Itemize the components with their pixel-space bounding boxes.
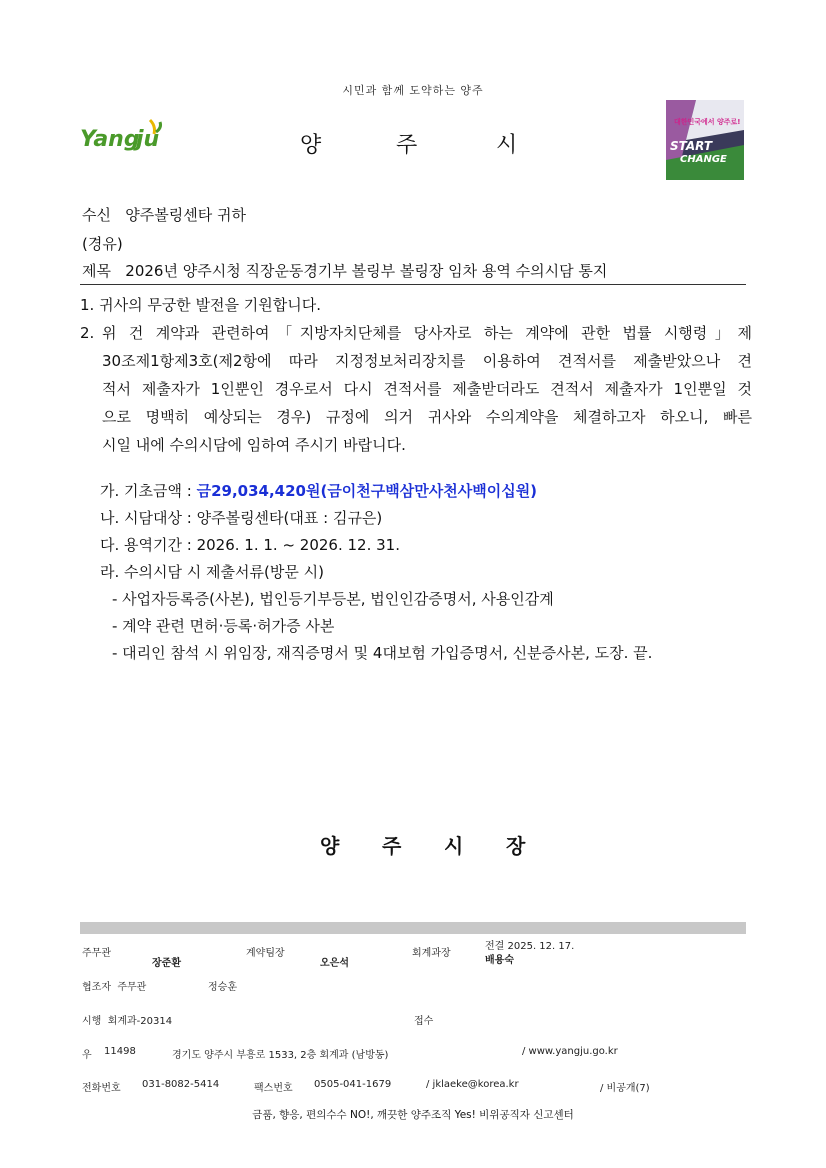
item-value: 금29,034,420원(금이천구백삼만사천사백이십원) xyxy=(196,482,538,500)
bottom-slogan: 금품, 향응, 편의수수 NO!, 깨끗한 양주조직 Yes! 비위공직자 신고센터 xyxy=(252,1109,574,1121)
org-title-char: 시 xyxy=(496,133,518,158)
paragraph-number: 2. xyxy=(80,324,95,342)
footer-name: 오은석 xyxy=(320,958,349,969)
footer-role: 계약팀장 xyxy=(246,948,285,959)
disclosure: / 비공개(7) xyxy=(600,1083,650,1094)
badge-text: 대한민국에서 양주로! xyxy=(674,118,741,126)
paragraph-line: 시일 내에 수의시담에 임하여 주시기 바랍니다. xyxy=(102,436,406,454)
postal-label: 우 xyxy=(82,1050,92,1061)
badge-text: CHANGE xyxy=(680,154,727,165)
start-change-badge xyxy=(666,100,744,180)
footer-gray-bar xyxy=(80,922,746,934)
recipient-label: 수신 xyxy=(82,206,111,224)
receipt-label: 접수 xyxy=(414,1016,434,1027)
item-label: 라. 수의시담 시 제출서류(방문 시) xyxy=(100,563,324,581)
list-item xyxy=(100,532,652,559)
item-list xyxy=(100,478,652,667)
item-label: 다. 용역기간 : xyxy=(100,536,192,554)
tel-label: 전화번호 xyxy=(82,1083,121,1094)
signature-char: 양 xyxy=(320,834,340,858)
subject-line xyxy=(82,260,607,281)
yangju-logo xyxy=(80,116,172,156)
paragraph-line: 30조제1항제3호(제2항에 따라 지정정보처리장치를 이용하여 견적서를 제출받았으나 견 xyxy=(102,352,752,370)
tel-value: 031-8082-5414 xyxy=(142,1079,220,1090)
coop-line xyxy=(82,978,146,993)
exec-value: 회계과-20314 xyxy=(107,1016,173,1027)
org-title-char: 양 xyxy=(300,133,322,158)
subject-divider xyxy=(80,284,746,285)
paragraph-1 xyxy=(80,291,321,319)
paragraph-line: 적서 제출자가 1인뿐인 경우로서 다시 견적서를 제출받더라도 견적서 제출자가 1인뿐일 것 xyxy=(102,380,752,398)
subject-label: 제목 xyxy=(82,262,111,280)
item-value: 양주볼링센타(대표 : 김규은) xyxy=(196,509,383,527)
slogan: 시민과 함께 도약하는 양주 xyxy=(342,84,484,97)
footer-decision: 전결 2025. 12. 17. xyxy=(485,941,575,952)
signature-char: 시 xyxy=(444,834,464,858)
exec-line xyxy=(82,1012,172,1027)
paragraph-number: 1. xyxy=(80,296,95,314)
address: 경기도 양주시 부흥로 1533, 2층 회계과 (남방동) xyxy=(172,1050,389,1061)
sub-item: - 계약 관련 면허·등록·허가증 사본 xyxy=(112,617,335,635)
item-label: 나. 시담대상 : xyxy=(100,509,192,527)
footer-role: 주무관 xyxy=(82,948,111,959)
postal-code: 11498 xyxy=(104,1046,136,1057)
website-link[interactable]: / www.yangju.go.kr xyxy=(522,1046,618,1057)
paragraph-line: 위 건 계약과 관련하여「지방자치단체를 당사자로 하는 계약에 관한 법률 시행령」제 xyxy=(102,324,752,342)
footer-name: 장준환 xyxy=(152,958,181,969)
recipient-line xyxy=(82,204,246,225)
paragraph-2 xyxy=(80,319,752,459)
svg-text:ju: ju xyxy=(136,127,160,152)
exec-label: 시행 xyxy=(82,1016,102,1027)
item-value: 2026. 1. 1. ~ 2026. 12. 31. xyxy=(196,536,400,554)
org-title-char: 주 xyxy=(396,133,418,158)
coop-role: 주무관 xyxy=(117,982,147,993)
list-item xyxy=(100,505,652,532)
list-item xyxy=(100,478,652,505)
list-item xyxy=(100,559,652,586)
signature-char: 주 xyxy=(382,834,402,858)
email-link[interactable]: / jklaeke@korea.kr xyxy=(426,1079,519,1090)
svg-text:Yang: Yang xyxy=(80,127,140,152)
sub-item: - 사업자등록증(사본), 법인등기부등본, 법인인감증명서, 사용인감계 xyxy=(112,590,554,608)
paragraph-text: 귀사의 무궁한 발전을 기원합니다. xyxy=(99,296,322,314)
footer-name: 배용숙 xyxy=(485,955,514,966)
fax-label: 팩스번호 xyxy=(254,1083,293,1094)
footer-role: 회계과장 xyxy=(412,948,451,959)
subject-value: 2026년 양주시청 직장운동경기부 볼링부 볼링장 임차 용역 수의시담 통지 xyxy=(125,262,608,280)
signature-char: 장 xyxy=(506,834,526,858)
coop-label: 협조자 xyxy=(82,982,111,993)
recipient-value: 양주볼링센타 귀하 xyxy=(125,206,246,224)
item-label: 가. 기초금액 : xyxy=(100,482,192,500)
badge-text: START xyxy=(670,139,713,153)
coop-name: 정승훈 xyxy=(208,982,237,993)
sub-item: - 대리인 참석 시 위임장, 재직증명서 및 4대보험 가입증명서, 신분증사본, 도장. 끝. xyxy=(112,644,653,662)
via-line: (경유) xyxy=(82,235,123,253)
paragraph-line: 으로 명백히 예상되는 경우) 규정에 의거 귀사와 수의계약을 체결하고자 하오니, 빠른 xyxy=(102,408,752,426)
fax-value: 0505-041-1679 xyxy=(314,1079,392,1090)
